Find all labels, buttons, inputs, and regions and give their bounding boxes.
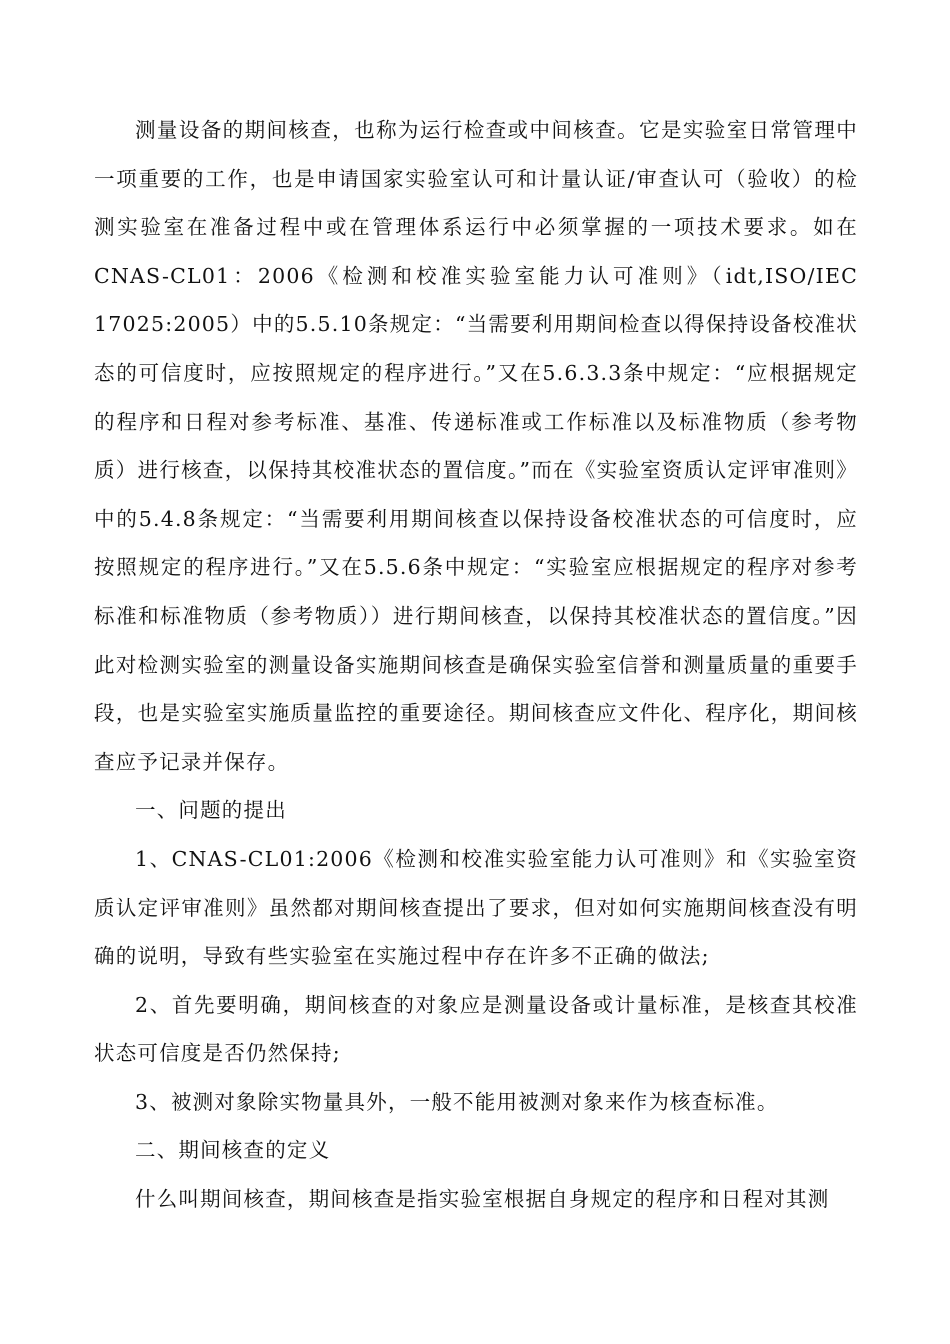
section-heading-definition: 二、期间核查的定义 bbox=[135, 1138, 331, 1163]
problem-point-1: 1、CNAS-CL01:2006《检测和校准实验室能力认可准则》和《实验室资质认定评审准则》虽然都对期间核查提出了要求，但对如何实施期间核查没有明确的说明，导致有些实验室在实施过程中存在许多不正确的做法; bbox=[94, 846, 858, 969]
section-heading-problem: 一、问题的提出 bbox=[135, 798, 287, 823]
definition-paragraph: 什么叫期间核查，期间核查是指实验室根据自身规定的程序和日程对其测 bbox=[135, 1187, 830, 1212]
document-body bbox=[94, 106, 858, 1224]
problem-point-3: 3、被测对象除实物量具外，一般不能用被测对象来作为核查标准。 bbox=[135, 1089, 779, 1114]
problem-point-2: 2、首先要明确，期间核查的对象应是测量设备或计量标准，是核查其校准状态可信度是否仍然保持; bbox=[94, 992, 858, 1066]
intro-paragraph: 测量设备的期间核查，也称为运行检查或中间核查。它是实验室日常管理中一项重要的工作，也是申请国家实验室认可和计量认证/审查认可（验收）的检测实验室在准备过程中或在管理体系运行中必须掌握的一项技术要求。如在 CNAS-CL01：2006《检测和校准实验室能力认可准则》（idt,ISO/IEC 17025:2005）中的5.5.10条规定：“当需要利用期间检查以得保持设备校准状态的可信度时，应按照规定的程序进行。”又在5.6.3.3条中规定：“应根据规定的程序和日程对参考标准、基准、传递标准或工作标准以及标准物质（参考物质）进行核查，以保持其校准状态的置信度。”而在《实验室资质认定评审准则》中的5.4.8条规定：“当需要利用期间核查以保持设备校准状态的可信度时，应按照规定的程序进行。”又在5.5.6条中规定：“实验室应根据规定的程序对参考标准和标准物质（参考物质））进行期间核查，以保持其校准状态的置信度。”因此对检测实验室的测量设备实施期间核查是确保实验室信誉和测量质量的重要手段，也是实验室实施质量监控的重要途径。期间核查应文件化、程序化，期间核查应予记录并保存。 bbox=[94, 118, 858, 774]
